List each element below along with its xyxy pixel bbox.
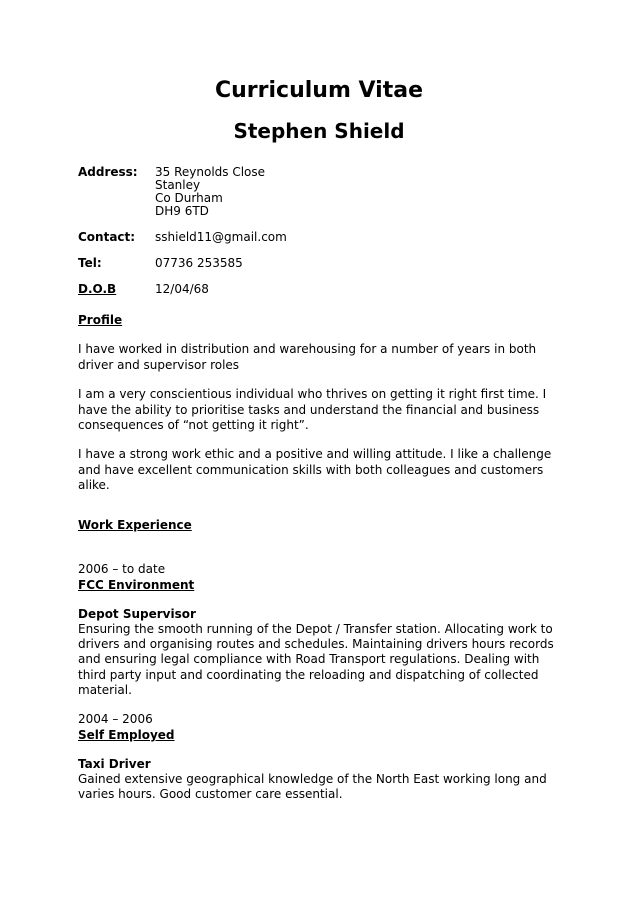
tel-value: 07736 253585 bbox=[155, 256, 243, 270]
contact-email: sshield11@gmail.com bbox=[155, 230, 287, 244]
job-role: Taxi Driver bbox=[78, 757, 151, 771]
address-line-4: DH9 6TD bbox=[155, 204, 209, 218]
tel-label: Tel: bbox=[78, 256, 102, 270]
job-role: Depot Supervisor bbox=[78, 607, 196, 621]
address-line-1: 35 Reynolds Close bbox=[155, 165, 266, 179]
address-value bbox=[155, 166, 265, 218]
address-label: Address: bbox=[78, 165, 138, 179]
profile-heading: Profile bbox=[78, 313, 123, 327]
job-description: Ensuring the smooth running of the Depot / Transfer station. Allocating work to drivers and organising routes and schedules. Maintaining drivers hours records and ensuring legal compliance with Road Transport regulations. Dealing with third party input and coordinating the reloading and dispatching of collected material. bbox=[78, 622, 554, 697]
address-line-2: Stanley bbox=[155, 178, 201, 192]
document-title: Curriculum Vitae bbox=[214, 78, 423, 103]
dob-value: 12/04/68 bbox=[155, 282, 209, 296]
profile-paragraph-1: I have worked in distribution and warehousing for a number of years in both driver and supervisor roles bbox=[78, 342, 537, 372]
job-dates: 2004 – 2006 bbox=[78, 712, 153, 726]
address-line-3: Co Durham bbox=[155, 191, 223, 205]
job-dates: 2006 – to date bbox=[78, 562, 166, 576]
contact-label: Contact: bbox=[78, 230, 136, 244]
work-experience-heading: Work Experience bbox=[78, 518, 192, 532]
job-employer: FCC Environment bbox=[78, 578, 195, 592]
profile-paragraph-2: I am a very conscientious individual who thrives on getting it right first time. I have the ability to prioritise tasks and understand the financial and business consequences of “not getting it right”. bbox=[78, 387, 547, 432]
profile-paragraph-3: I have a strong work ethic and a positive and willing attitude. I like a challenge and have excellent communication skills with both colleagues and customers alike. bbox=[78, 447, 552, 492]
candidate-name: Stephen Shield bbox=[233, 119, 405, 143]
job-employer: Self Employed bbox=[78, 728, 175, 742]
dob-label: D.O.B bbox=[78, 282, 117, 296]
job-description: Gained extensive geographical knowledge of the North East working long and varies hours. Good customer care essential. bbox=[78, 772, 547, 802]
